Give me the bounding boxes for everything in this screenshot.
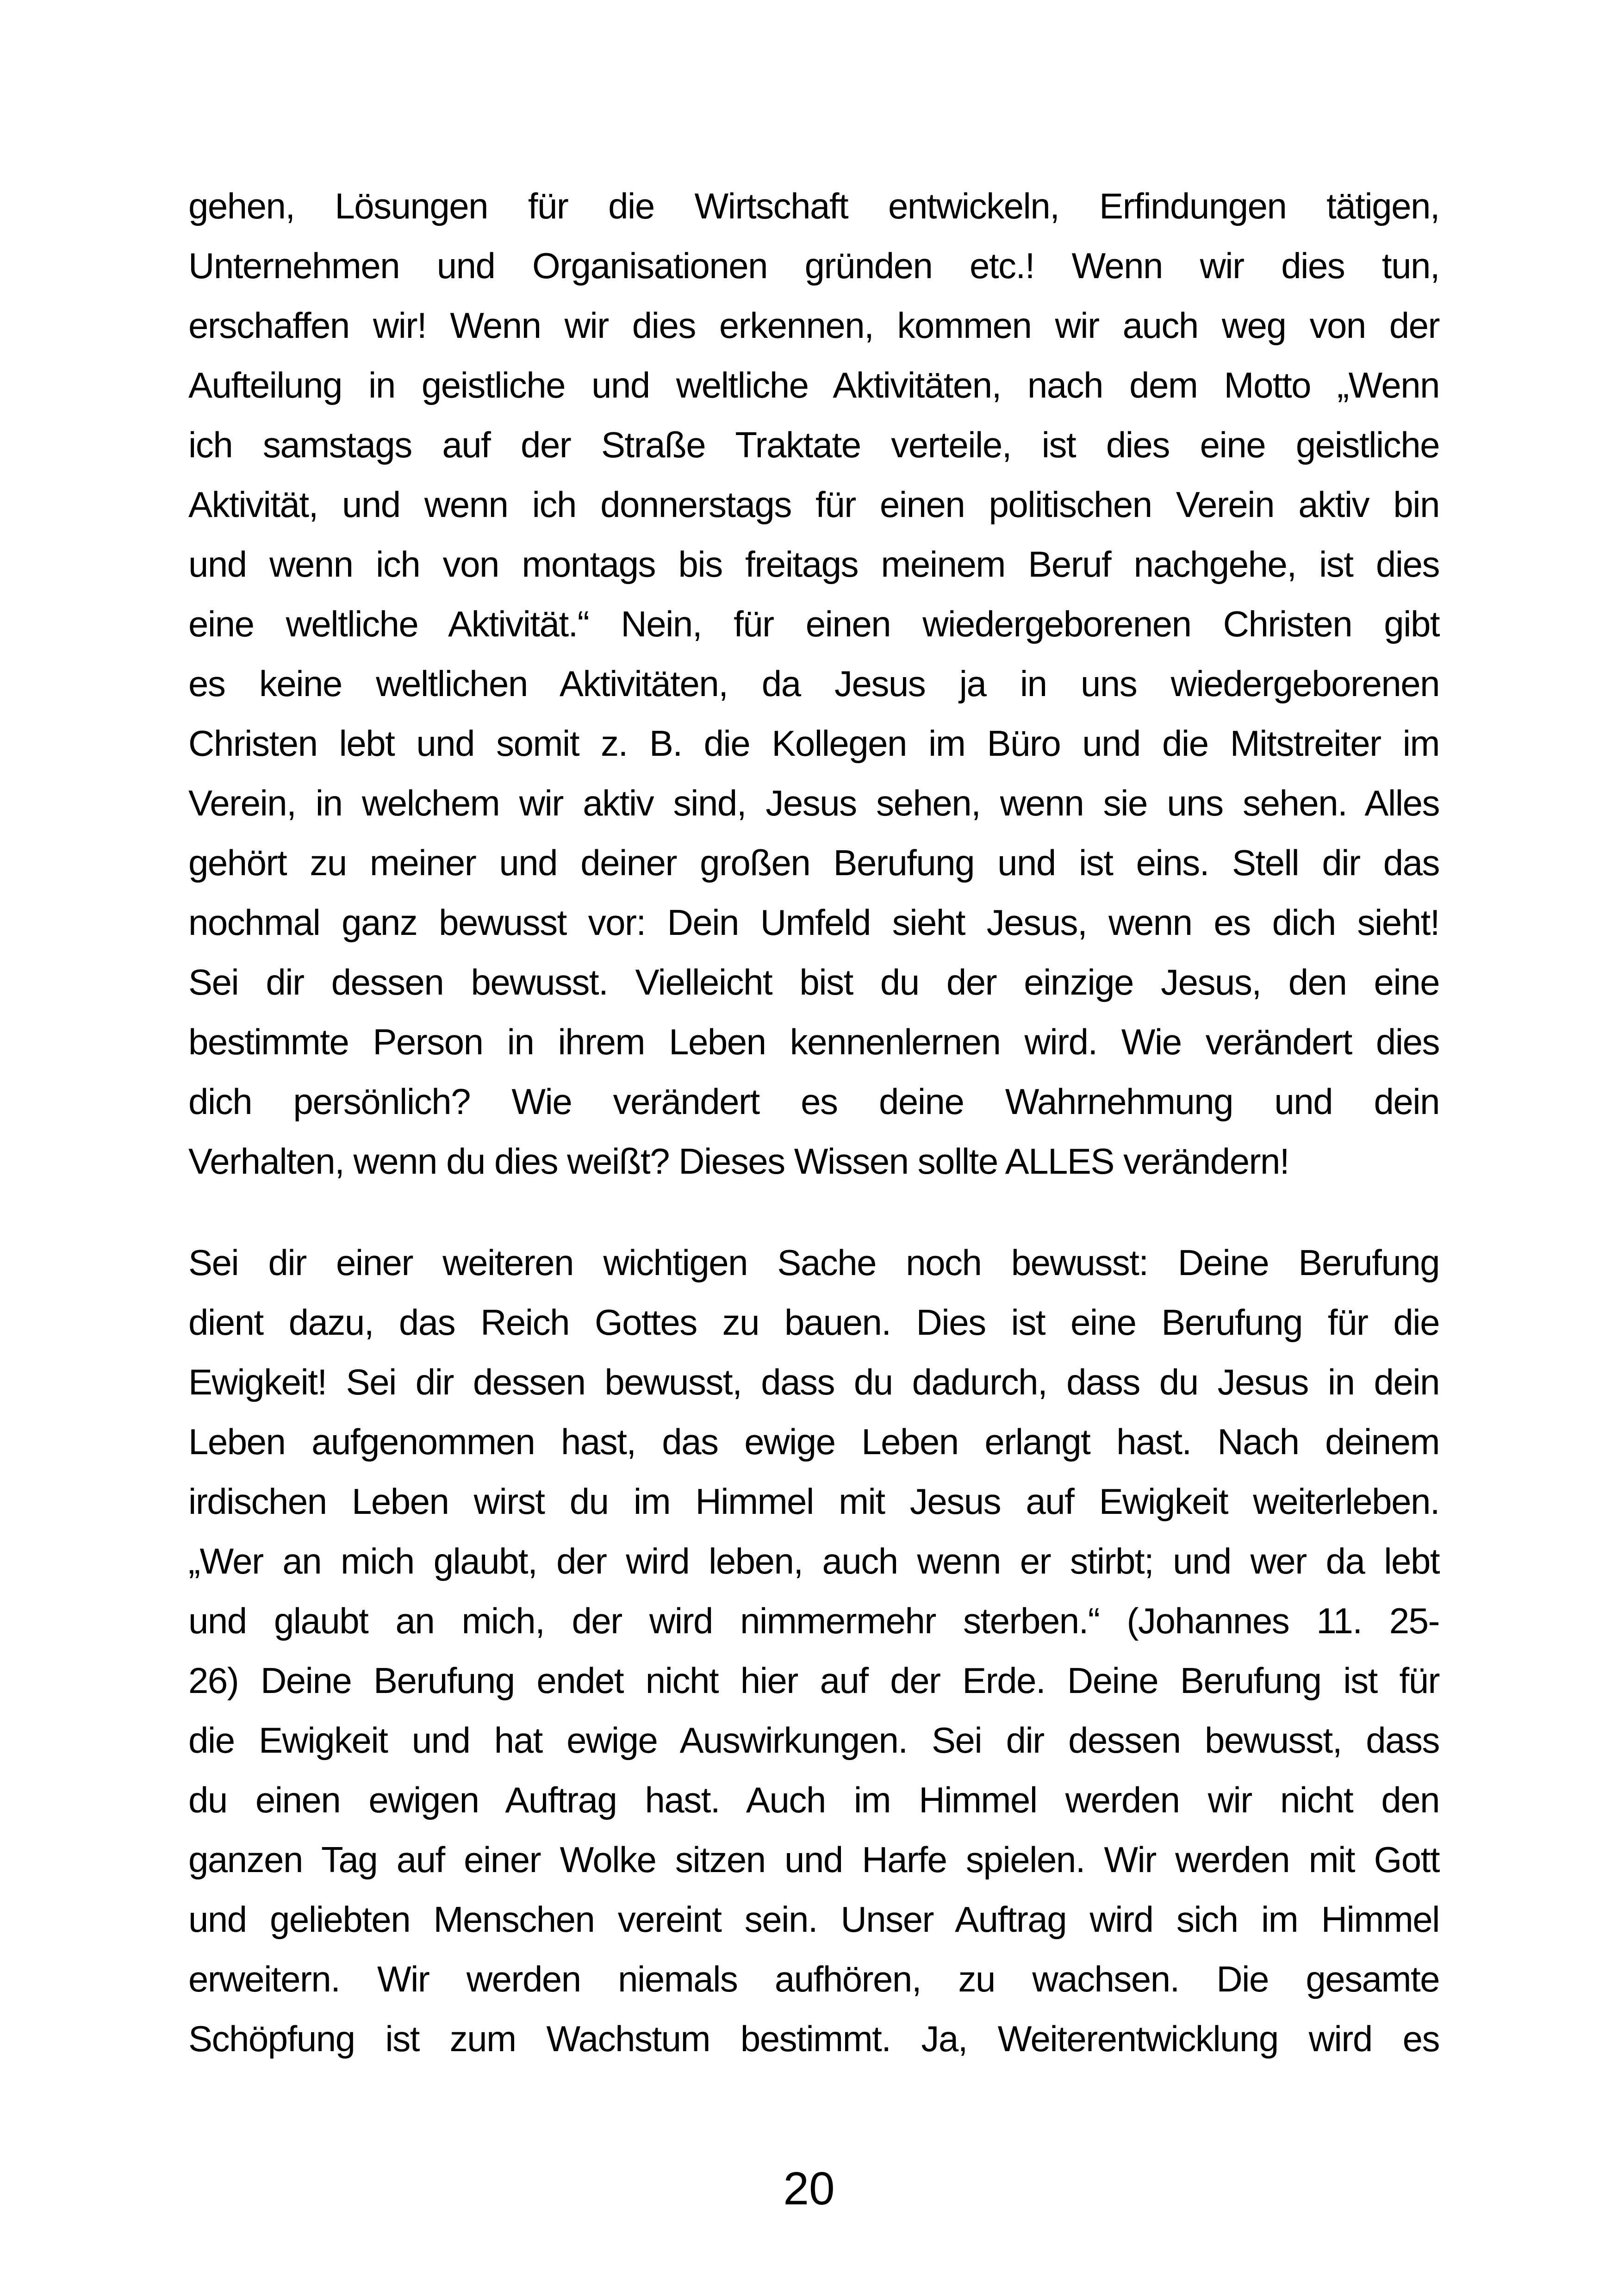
- text-line: ich samstags auf der Straße Traktate verteile, ist dies eine geistliche: [188, 424, 1439, 465]
- text-line: Schöpfung ist zum Wachstum bestimmt. Ja, Weiterentwicklung wird es: [188, 2018, 1439, 2059]
- text-line: Sei dir dessen bewusst. Vielleicht bist du der einzige Jesus, den eine: [188, 962, 1439, 1002]
- text-line: „Wer an mich glaubt, der wird leben, auch wenn er stirbt; und wer da lebt: [188, 1541, 1439, 1581]
- text-line: nochmal ganz bewusst vor: Dein Umfeld sieht Jesus, wenn es dich sieht!: [188, 902, 1439, 943]
- page-number: 20: [783, 2163, 835, 2215]
- text-line: du einen ewigen Auftrag hast. Auch im Himmel werden wir nicht den: [188, 1780, 1439, 1820]
- text-line: Verein, in welchem wir aktiv sind, Jesus sehen, wenn sie uns sehen. Alles: [188, 783, 1439, 823]
- text-line: dient dazu, das Reich Gottes zu bauen. Dies ist eine Berufung für die: [188, 1302, 1439, 1343]
- text-line: die Ewigkeit und hat ewige Auswirkungen. Sei dir dessen bewusst, dass: [188, 1720, 1439, 1761]
- text-line: bestimmte Person in ihrem Leben kennenlernen wird. Wie verändert dies: [188, 1021, 1439, 1062]
- paragraph: [188, 176, 1439, 1191]
- paragraph: [188, 1233, 1439, 2069]
- text-line: erschaffen wir! Wenn wir dies erkennen, kommen wir auch weg von der: [188, 305, 1439, 346]
- text-line: Sei dir einer weiteren wichtigen Sache noch bewusst: Deine Berufung: [188, 1242, 1439, 1283]
- text-line: irdischen Leben wirst du im Himmel mit Jesus auf Ewigkeit weiterleben.: [188, 1481, 1439, 1522]
- text-line: Verhalten, wenn du dies weißt? Dieses Wissen sollte ALLES verändern!: [188, 1141, 1289, 1182]
- text-line: und wenn ich von montags bis freitags meinem Beruf nachgehe, ist dies: [188, 544, 1439, 585]
- text-line: ganzen Tag auf einer Wolke sitzen und Harfe spielen. Wir werden mit Gott: [188, 1839, 1439, 1880]
- text-line: dich persönlich? Wie verändert es deine Wahrnehmung und dein: [188, 1081, 1439, 1122]
- text-line: Unternehmen und Organisationen gründen etc.! Wenn wir dies tun,: [188, 245, 1439, 286]
- text-line: und glaubt an mich, der wird nimmermehr sterben.“ (Johannes 11. 25-: [188, 1600, 1439, 1641]
- text-line: Aufteilung in geistliche und weltliche Aktivitäten, nach dem Motto „Wenn: [188, 365, 1439, 405]
- text-line: gehört zu meiner und deiner großen Berufung und ist eins. Stell dir das: [188, 842, 1439, 883]
- text-line: Christen lebt und somit z. B. die Kollegen im Büro und die Mitstreiter im: [188, 723, 1439, 764]
- text-line: erweitern. Wir werden niemals aufhören, zu wachsen. Die gesamte: [188, 1959, 1439, 1999]
- text-line: Ewigkeit! Sei dir dessen bewusst, dass du dadurch, dass du Jesus in dein: [188, 1362, 1439, 1402]
- page-body: [188, 176, 1439, 2069]
- text-line: Leben aufgenommen hast, das ewige Leben erlangt hast. Nach deinem: [188, 1421, 1439, 1462]
- text-line: und geliebten Menschen vereint sein. Unser Auftrag wird sich im Himmel: [188, 1899, 1439, 1940]
- text-line: es keine weltlichen Aktivitäten, da Jesus ja in uns wiedergeborenen: [188, 663, 1439, 704]
- text-line: 26) Deine Berufung endet nicht hier auf der Erde. Deine Berufung ist für: [188, 1660, 1439, 1701]
- text-line: eine weltliche Aktivität.“ Nein, für einen wiedergeborenen Christen gibt: [188, 604, 1439, 644]
- text-line: gehen, Lösungen für die Wirtschaft entwickeln, Erfindungen tätigen,: [188, 186, 1439, 226]
- text-line: Aktivität, und wenn ich donnerstags für einen politischen Verein aktiv bin: [188, 484, 1439, 525]
